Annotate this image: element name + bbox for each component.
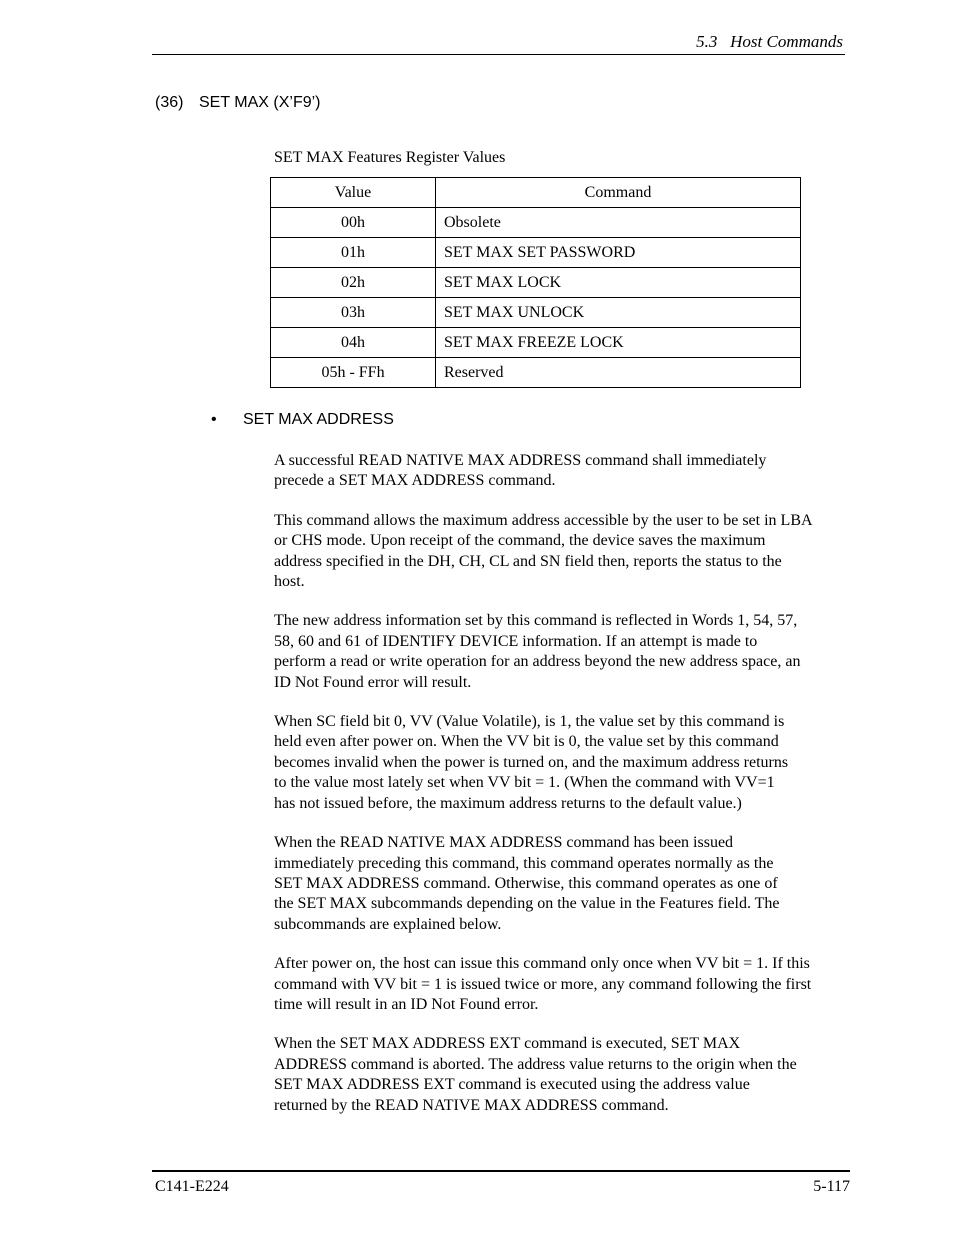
cell-command: SET MAX FREEZE LOCK [436, 328, 801, 358]
table-caption: SET MAX Features Register Values [274, 149, 506, 166]
paragraph: When the SET MAX ADDRESS EXT command is executed, SET MAX ADDRESS command is aborted. The address value returns to the origin when the SET MAX ADDRESS EXT command is executed using the address value returned by the READ NATIVE MAX ADDRESS command. [274, 1035, 797, 1114]
header-section-title: 5.3 Host Commands [696, 32, 843, 51]
cell-value: 01h [271, 238, 436, 268]
paragraph: A successful READ NATIVE MAX ADDRESS command shall immediately precede a SET MAX ADDRESS command. [274, 452, 767, 490]
page-number: 5-117 [813, 1178, 850, 1195]
page-footer [152, 1170, 850, 1195]
cell-command: SET MAX UNLOCK [436, 298, 801, 328]
cell-command: SET MAX SET PASSWORD [436, 238, 801, 268]
paragraph: After power on, the host can issue this command only once when VV bit = 1. If this command with VV bit = 1 is issued twice or more, any command following the first time will result in an ID Not Found error. [274, 955, 812, 1013]
section-number: (36) [155, 94, 184, 111]
bullet-dot-icon: • [211, 411, 217, 428]
cell-value: 04h [271, 328, 436, 358]
paragraph: This command allows the maximum address accessible by the user to be set in LBA or CHS mode. Upon receipt of the command, the device saves the maximum address specified in the DH, CH, CL and SN field then, reports the status to the host. [274, 511, 813, 591]
paragraph: When the READ NATIVE MAX ADDRESS command has been issued immediately preceding this command, this command operates normally as the SET MAX ADDRESS command. Otherwise, this command operates as one of the SET MAX subcommands depending on the value in the Features field. The subcommands are explained below. [274, 834, 780, 933]
table-row [271, 358, 801, 388]
features-register-table [270, 177, 801, 388]
page-header [152, 30, 845, 55]
table-row [271, 208, 801, 238]
paragraph: The new address information set by this command is reflected in Words 1, 54, 57, 58, 60 and 61 of IDENTIFY DEVICE information. If an attempt is made to perform a read or write operation for an address beyond the new address space, an ID Not Found error will result. [274, 612, 801, 691]
column-header-command: Command [436, 178, 801, 208]
bullet-heading: SET MAX ADDRESS [243, 411, 394, 428]
column-header-value: Value [271, 178, 436, 208]
cell-command: Obsolete [436, 208, 801, 238]
cell-value: 05h - FFh [271, 358, 436, 388]
paragraph: When SC field bit 0, VV (Value Volatile), is 1, the value set by this command is held even after power on. When the VV bit is 0, the value set by this command becomes invalid when the power is turned on, and the maximum address returns to the value most lately set when VV bit = 1. (When the command with VV=1 has not issued before, the maximum address returns to the default value.) [274, 713, 789, 812]
table-row [271, 268, 801, 298]
section-heading [155, 94, 321, 112]
cell-command: SET MAX LOCK [436, 268, 801, 298]
section-title: SET MAX (X’F9’) [199, 94, 321, 111]
cell-command: Reserved [436, 358, 801, 388]
table-row [271, 298, 801, 328]
document-id: C141-E224 [155, 1178, 229, 1195]
table-row [271, 238, 801, 268]
table-header-row [271, 178, 801, 208]
cell-value: 00h [271, 208, 436, 238]
table-row [271, 328, 801, 358]
cell-value: 02h [271, 268, 436, 298]
body-text [274, 451, 846, 1135]
cell-value: 03h [271, 298, 436, 328]
